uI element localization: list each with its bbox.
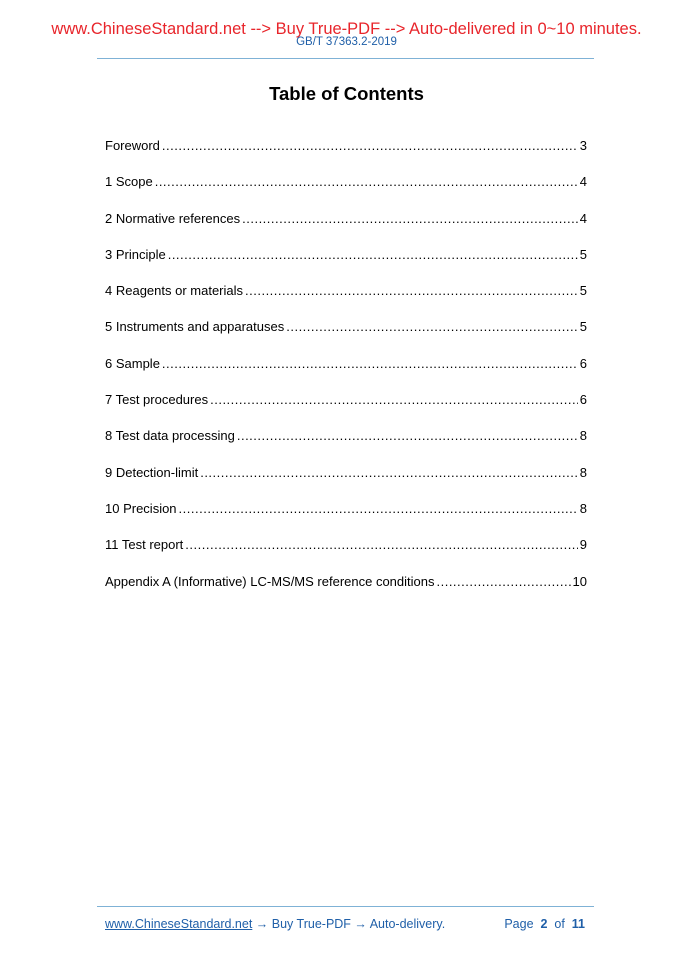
toc-entry-instruments[interactable] (105, 319, 587, 355)
toc-entry-label: 3 Principle (105, 246, 166, 262)
header-divider (97, 58, 594, 59)
dot-leader (168, 247, 578, 263)
dot-leader (162, 138, 578, 154)
toc-entry-page: 5 (579, 246, 587, 262)
dot-leader (242, 211, 578, 227)
table-of-contents (105, 138, 587, 610)
toc-entry-label: 7 Test procedures (105, 392, 209, 408)
page-title: Table of Contents (269, 83, 424, 104)
toc-entry-page: 4 (579, 174, 587, 190)
toc-entry-normative-references[interactable] (105, 211, 587, 247)
toc-entry-appendix-a[interactable] (105, 574, 587, 610)
dot-leader (200, 465, 578, 481)
page-word: Page (504, 917, 534, 931)
toc-entry-foreword[interactable] (105, 138, 587, 174)
footer-divider (97, 906, 594, 907)
dot-leader (237, 428, 578, 444)
toc-entry-label: 10 Precision (105, 500, 177, 516)
top-promo-banner[interactable]: www.ChineseStandard.net --> Buy True-PDF --> Auto-delivered in 0~10 minutes. (51, 20, 642, 38)
toc-entry-label: Appendix A (Informative) LC-MS/MS reference conditions (105, 573, 435, 589)
toc-entry-label: 9 Detection-limit (105, 464, 199, 480)
dot-leader (185, 537, 577, 553)
page-current: 2 (540, 917, 548, 931)
page-footer (105, 916, 585, 932)
toc-entry-page: 3 (579, 138, 587, 153)
toc-entry-label: 4 Reagents or materials (105, 283, 244, 299)
toc-entry-page: 8 (579, 464, 587, 480)
toc-entry-scope[interactable] (105, 174, 587, 210)
toc-entry-label: 11 Test report (105, 537, 184, 553)
dot-leader (210, 392, 578, 408)
toc-entry-detection-limit[interactable] (105, 465, 587, 501)
toc-entry-page: 8 (579, 500, 587, 516)
toc-entry-label: 6 Sample (105, 355, 160, 371)
toc-entry-page: 9 (579, 537, 587, 553)
standard-number: GB/T 37363.2-2019 (296, 36, 397, 48)
toc-entry-label: 8 Test data processing (105, 428, 235, 444)
footer-site-link[interactable]: www.ChineseStandard.net (105, 917, 253, 931)
toc-entry-page: 8 (579, 428, 587, 444)
toc-entry-test-report[interactable] (105, 537, 587, 573)
toc-entry-label: 5 Instruments and apparatuses (105, 319, 285, 335)
page-total: 11 (571, 917, 585, 931)
toc-entry-page: 5 (579, 283, 587, 299)
toc-entry-test-data-processing[interactable] (105, 428, 587, 464)
toc-entry-reagents[interactable] (105, 283, 587, 319)
toc-entry-label: 1 Scope (105, 174, 153, 190)
toc-entry-page: 4 (579, 210, 587, 226)
toc-entry-label: Foreword (105, 138, 160, 153)
dot-leader (162, 356, 578, 372)
toc-entry-principle[interactable] (105, 247, 587, 283)
toc-entry-test-procedures[interactable] (105, 392, 587, 428)
footer-promo-text: → Buy True-PDF → Auto-delivery. (252, 917, 446, 931)
footer-promo (105, 916, 445, 932)
toc-entry-precision[interactable] (105, 501, 587, 537)
dot-leader (245, 283, 578, 299)
page-number (504, 916, 585, 932)
dot-leader (436, 574, 570, 590)
toc-entry-sample[interactable] (105, 356, 587, 392)
toc-entry-label: 2 Normative references (105, 210, 241, 226)
toc-entry-page: 6 (579, 355, 587, 371)
dot-leader (155, 174, 578, 190)
toc-entry-page: 5 (579, 319, 587, 335)
toc-entry-page: 6 (579, 392, 587, 408)
dot-leader (179, 501, 578, 517)
toc-entry-page: 10 (572, 573, 587, 589)
of-word: of (554, 917, 565, 931)
dot-leader (286, 319, 578, 335)
